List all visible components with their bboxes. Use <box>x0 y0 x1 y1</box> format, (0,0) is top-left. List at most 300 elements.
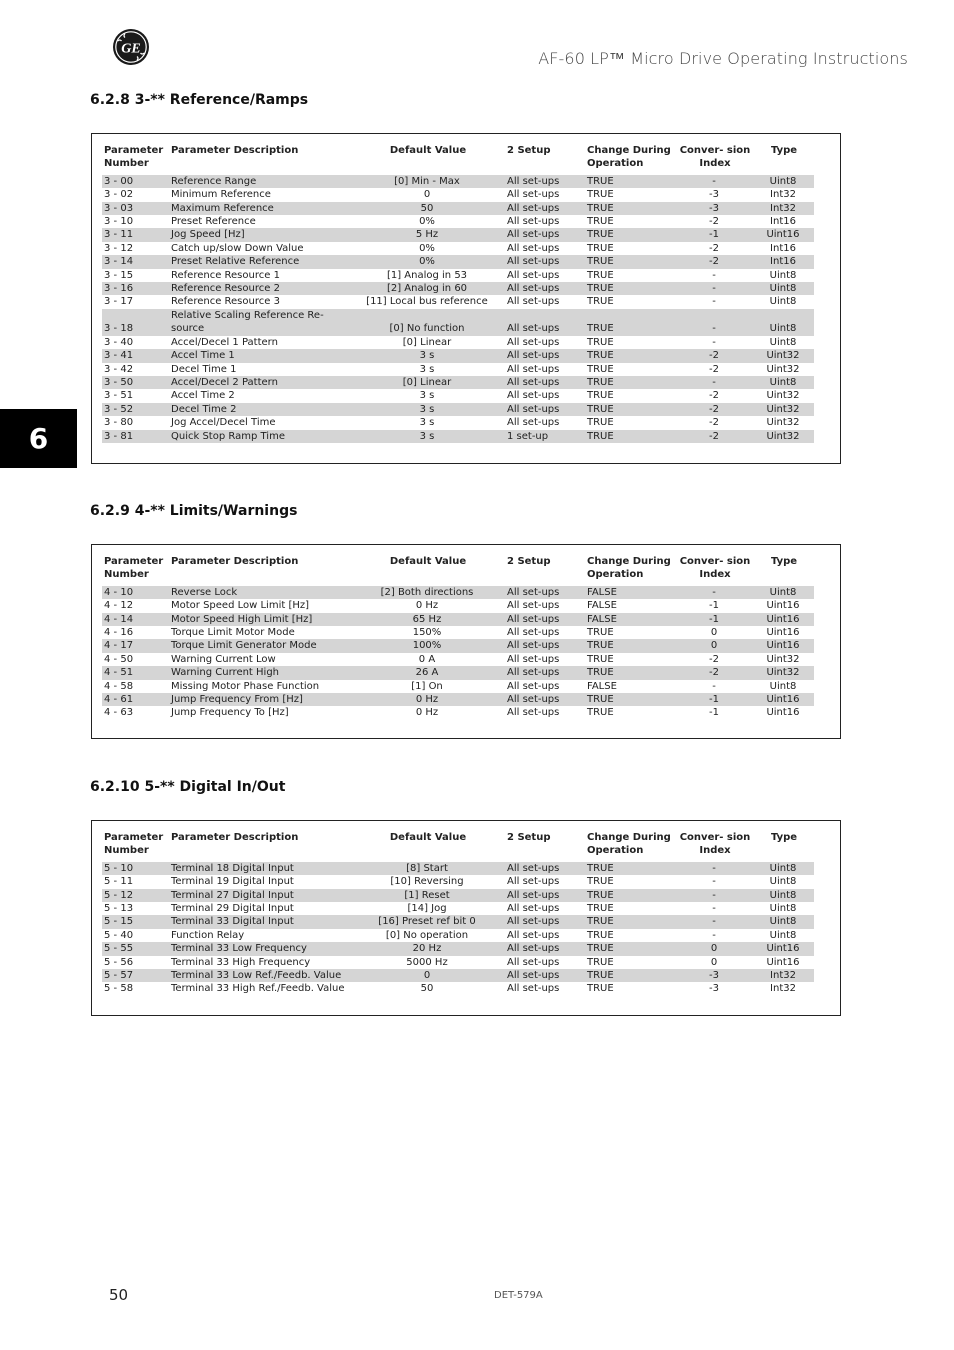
cell-setup: All set-ups <box>507 216 560 228</box>
cell-number: 3 - 11 <box>102 228 169 241</box>
table-row <box>102 969 814 982</box>
cell-description: Reference Resource 3 <box>171 296 280 308</box>
cell-description: Warning Current High <box>169 666 349 679</box>
cell-number: 5 - 57 <box>102 969 169 982</box>
cell-description: Missing Motor Phase Function <box>171 680 320 692</box>
cell-change: TRUE <box>587 336 614 348</box>
cell-default: 0% <box>349 255 505 268</box>
cell-setup: All set-ups <box>505 862 585 875</box>
cell-change: TRUE <box>585 862 676 875</box>
cell-description: Catch up/slow Down Value <box>171 242 304 254</box>
cell-type: Uint32 <box>752 349 814 362</box>
cell-setup: All set-ups <box>507 903 560 915</box>
cell-description: Decel Time 2 <box>169 403 349 416</box>
cell-description: Decel Time 1 <box>171 363 237 375</box>
cell-change: TRUE <box>587 627 614 639</box>
cell-type: Uint8 <box>752 376 814 389</box>
cell-type: Uint32 <box>766 390 800 402</box>
table-header-row <box>102 555 814 586</box>
cell-description: Accel Time 2 <box>171 390 235 402</box>
cell-default: [1] On <box>411 680 443 692</box>
cell-description: Accel/Decel 2 Pattern <box>169 376 349 389</box>
table-row <box>102 336 814 349</box>
cell-number: 3 - 18 <box>102 309 169 336</box>
cell-setup: All set-ups <box>505 202 585 215</box>
cell-number: 5 - 15 <box>102 915 169 928</box>
table-row <box>102 416 814 429</box>
cell-default: 0 A <box>418 653 436 665</box>
cell-description: Function Relay <box>171 929 245 941</box>
cell-conversion: - <box>712 269 716 281</box>
cell-change: TRUE <box>585 282 676 295</box>
cell-setup: All set-ups <box>505 349 585 362</box>
cell-default: 0 <box>423 189 431 201</box>
cell-description: Terminal 33 Digital Input <box>169 915 349 928</box>
cell-number: 3 - 02 <box>104 189 134 201</box>
cell-change: TRUE <box>585 666 676 679</box>
cell-conversion: - <box>712 680 716 692</box>
table-frame-limits-warnings <box>91 544 841 739</box>
parameter-table-reference-ramps <box>102 144 814 443</box>
cell-type: Int32 <box>752 969 814 982</box>
cell-description: Jog Speed [Hz] <box>169 228 349 241</box>
table-row <box>102 680 814 693</box>
section-heading-limits-warnings: 6.2.9 4-** Limits/Warnings <box>90 503 298 519</box>
cell-setup: All set-ups <box>505 666 585 679</box>
cell-change: TRUE <box>585 693 676 706</box>
cell-type: Uint32 <box>766 363 800 375</box>
cell-change: TRUE <box>585 969 676 982</box>
cell-default: [10] Reversing <box>390 876 464 888</box>
cell-number: 3 - 52 <box>102 403 169 416</box>
cell-number: 4 - 14 <box>102 613 169 626</box>
cell-type: Uint16 <box>752 228 814 241</box>
cell-setup: All set-ups <box>507 929 560 941</box>
table-frame-reference-ramps <box>91 133 841 464</box>
cell-conversion: - <box>712 876 716 888</box>
cell-description: Preset Reference <box>171 216 256 228</box>
cell-conversion: -2 <box>676 349 752 362</box>
cell-type: Uint16 <box>766 627 800 639</box>
cell-setup: All set-ups <box>507 269 560 281</box>
cell-conversion: -2 <box>676 430 752 443</box>
cell-setup: All set-ups <box>505 969 585 982</box>
cell-type: Uint16 <box>766 600 800 612</box>
cell-setup: All set-ups <box>505 693 585 706</box>
cell-change: TRUE <box>585 228 676 241</box>
cell-change: FALSE <box>585 613 676 626</box>
cell-conversion: 0 <box>676 942 752 955</box>
cell-setup: All set-ups <box>505 376 585 389</box>
cell-type: Uint8 <box>752 175 814 188</box>
cell-change: TRUE <box>587 653 614 665</box>
column-header-default: Default Value <box>389 556 467 567</box>
cell-number: 3 - 16 <box>102 282 169 295</box>
cell-change: TRUE <box>587 296 614 308</box>
cell-conversion: -3 <box>709 189 719 201</box>
cell-default: 3 s <box>349 403 505 416</box>
cell-default: 26 A <box>349 666 505 679</box>
cell-type: Uint8 <box>752 862 814 875</box>
cell-number: 3 - 10 <box>104 216 134 228</box>
cell-change: TRUE <box>587 417 614 429</box>
cell-change: TRUE <box>585 639 676 652</box>
cell-conversion: -2 <box>709 242 719 254</box>
cell-setup: All set-ups <box>507 390 560 402</box>
cell-conversion: -2 <box>709 653 719 665</box>
cell-default: [1] Reset <box>349 889 505 902</box>
cell-default: [1] Analog in 53 <box>386 269 468 281</box>
logo-text: GE <box>121 41 141 57</box>
cell-description: Terminal 33 Low Ref./Feedb. Value <box>169 969 349 982</box>
table-row <box>102 188 814 201</box>
cell-change: TRUE <box>585 309 676 336</box>
cell-change: FALSE <box>587 680 617 692</box>
cell-change: TRUE <box>585 376 676 389</box>
cell-default: 3 s <box>349 430 505 443</box>
cell-description: Jump Frequency To [Hz] <box>171 707 289 719</box>
cell-type: Uint8 <box>769 929 797 941</box>
table-row <box>102 942 814 955</box>
cell-conversion: 0 <box>710 956 718 968</box>
cell-conversion: - <box>712 296 716 308</box>
cell-number: 3 - 17 <box>104 296 134 308</box>
cell-default: 20 Hz <box>349 942 505 955</box>
table-row <box>102 653 814 666</box>
cell-default: 150% <box>412 627 442 639</box>
cell-description: Warning Current Low <box>171 653 276 665</box>
cell-setup: All set-ups <box>505 639 585 652</box>
column-header-type: Type <box>770 556 798 567</box>
cell-change: FALSE <box>587 600 617 612</box>
table-frame-digital-in-out <box>91 820 841 1016</box>
cell-conversion: - <box>676 376 752 389</box>
cell-number: 4 - 58 <box>104 680 134 692</box>
cell-type: Uint8 <box>769 269 797 281</box>
table-row <box>102 282 814 295</box>
cell-default: 0% <box>419 216 435 228</box>
table-row <box>102 363 814 376</box>
cell-setup: All set-ups <box>507 296 560 308</box>
column-header-setup: 2 Setup <box>507 832 551 843</box>
cell-number: 5 - 56 <box>104 956 134 968</box>
cell-number: 3 - 42 <box>104 363 134 375</box>
table-row <box>102 389 814 402</box>
cell-conversion: -2 <box>709 363 719 375</box>
cell-conversion: - <box>712 903 716 915</box>
document-title: AF-60 LP™ Micro Drive Operating Instructions <box>538 49 908 68</box>
cell-default: 3 s <box>349 349 505 362</box>
cell-description: Terminal 27 Digital Input <box>169 889 349 902</box>
cell-type: Uint32 <box>752 403 814 416</box>
table-row <box>102 706 814 719</box>
cell-setup: All set-ups <box>507 680 560 692</box>
cell-description: Reference Range <box>169 175 349 188</box>
cell-description: Terminal 29 Digital Input <box>171 903 294 915</box>
cell-default: [8] Start <box>349 862 505 875</box>
parameter-table-digital-in-out <box>102 831 814 996</box>
table-row <box>102 693 814 706</box>
cell-change: TRUE <box>587 189 614 201</box>
column-header-change: Change During Operation <box>587 832 671 857</box>
cell-conversion: -2 <box>676 403 752 416</box>
table-header-row <box>102 831 814 862</box>
table-row <box>102 269 814 282</box>
cell-number: 4 - 63 <box>104 707 134 719</box>
table-row <box>102 902 814 915</box>
cell-default: [14] Jog <box>407 903 447 915</box>
column-header-description: Parameter Description <box>171 556 299 567</box>
cell-description: Accel Time 1 <box>169 349 349 362</box>
table-row <box>102 202 814 215</box>
cell-default: 3 s <box>419 390 435 402</box>
table-row <box>102 889 814 902</box>
table-row <box>102 613 814 626</box>
cell-number: 5 - 13 <box>104 903 134 915</box>
cell-conversion: - <box>676 889 752 902</box>
cell-default: 3 s <box>419 417 435 429</box>
cell-default: [0] Linear <box>349 376 505 389</box>
cell-default: [0] Min - Max <box>349 175 505 188</box>
table-row <box>102 929 814 942</box>
table-row <box>102 376 814 389</box>
cell-description: Jump Frequency From [Hz] <box>169 693 349 706</box>
cell-type: Uint16 <box>752 942 814 955</box>
cell-setup: All set-ups <box>505 282 585 295</box>
cell-setup: All set-ups <box>505 942 585 955</box>
cell-description: Reference Resource 1 <box>171 269 280 281</box>
cell-default: [16] Preset ref bit 0 <box>349 915 505 928</box>
cell-description: Jog Accel/Decel Time <box>171 417 276 429</box>
cell-setup: All set-ups <box>507 653 560 665</box>
cell-type: Uint8 <box>769 296 797 308</box>
cell-conversion: -3 <box>676 202 752 215</box>
cell-type: Int16 <box>752 255 814 268</box>
table-row <box>102 430 814 443</box>
cell-type: Uint32 <box>752 430 814 443</box>
cell-type: Uint8 <box>752 309 814 336</box>
cell-default: 100% <box>349 639 505 652</box>
cell-number: 4 - 50 <box>104 653 134 665</box>
cell-setup: All set-ups <box>507 417 560 429</box>
document-code: DET-579A <box>494 1290 543 1301</box>
cell-number: 3 - 41 <box>102 349 169 362</box>
cell-change: FALSE <box>585 586 676 599</box>
cell-change: TRUE <box>585 175 676 188</box>
cell-type: Uint8 <box>769 876 797 888</box>
cell-change: TRUE <box>585 889 676 902</box>
cell-change: TRUE <box>585 403 676 416</box>
cell-number: 3 - 14 <box>102 255 169 268</box>
cell-change: TRUE <box>587 216 614 228</box>
cell-number: 3 - 00 <box>102 175 169 188</box>
cell-default: [0] Linear <box>402 336 452 348</box>
table-row <box>102 242 814 255</box>
cell-number: 4 - 12 <box>104 600 134 612</box>
cell-type: Uint8 <box>769 336 797 348</box>
cell-default: 65 Hz <box>349 613 505 626</box>
cell-default: 0 <box>349 969 505 982</box>
cell-conversion: -1 <box>676 613 752 626</box>
column-header-number: Parameter Number <box>104 832 164 857</box>
cell-setup: All set-ups <box>505 255 585 268</box>
cell-number: 5 - 11 <box>104 876 134 888</box>
cell-number: 3 - 81 <box>102 430 169 443</box>
cell-change: TRUE <box>587 929 614 941</box>
cell-description: Terminal 19 Digital Input <box>171 876 294 888</box>
cell-conversion: - <box>676 309 752 336</box>
cell-number: 4 - 51 <box>102 666 169 679</box>
cell-type: Uint32 <box>766 417 800 429</box>
column-header-conversion: Conver- sion Index <box>679 556 751 581</box>
parameter-table-limits-warnings <box>102 555 814 720</box>
cell-setup: All set-ups <box>505 309 585 336</box>
cell-setup: All set-ups <box>507 242 560 254</box>
table-row <box>102 228 814 241</box>
cell-setup: All set-ups <box>507 956 560 968</box>
table-row <box>102 175 814 188</box>
table-row <box>102 915 814 928</box>
cell-type: Int16 <box>770 216 796 228</box>
cell-number: 3 - 50 <box>102 376 169 389</box>
cell-description: Terminal 33 Low Frequency <box>169 942 349 955</box>
cell-description: Relative Scaling Reference Re- source <box>169 309 349 336</box>
cell-change: TRUE <box>587 983 614 995</box>
cell-setup: All set-ups <box>505 613 585 626</box>
column-header-default: Default Value <box>389 145 467 156</box>
table-row <box>102 599 814 612</box>
cell-number: 3 - 40 <box>104 336 134 348</box>
cell-number: 3 - 51 <box>104 390 134 402</box>
cell-type: Uint8 <box>752 915 814 928</box>
cell-number: 5 - 55 <box>102 942 169 955</box>
table-row <box>102 666 814 679</box>
cell-conversion: - <box>676 282 752 295</box>
cell-type: Uint8 <box>752 282 814 295</box>
cell-description: Maximum Reference <box>169 202 349 215</box>
cell-number: 4 - 16 <box>104 627 134 639</box>
cell-setup: 1 set-up <box>505 430 585 443</box>
cell-type: Uint8 <box>769 903 797 915</box>
cell-change: TRUE <box>585 430 676 443</box>
cell-description: Torque Limit Generator Mode <box>169 639 349 652</box>
cell-description: Terminal 33 High Ref./Feedb. Value <box>171 983 345 995</box>
cell-default: 0% <box>419 242 435 254</box>
column-header-conversion: Conver- sion Index <box>679 145 751 170</box>
cell-setup: All set-ups <box>507 876 560 888</box>
column-header-description: Parameter Description <box>171 832 299 843</box>
column-header-setup: 2 Setup <box>507 145 551 156</box>
cell-setup: All set-ups <box>507 363 560 375</box>
cell-description: Minimum Reference <box>171 189 271 201</box>
column-header-conversion: Conver- sion Index <box>679 832 751 857</box>
cell-setup: All set-ups <box>505 889 585 902</box>
cell-default: 5 Hz <box>349 228 505 241</box>
cell-conversion: -1 <box>676 228 752 241</box>
cell-change: TRUE <box>585 202 676 215</box>
cell-default: 0 Hz <box>415 600 439 612</box>
cell-type: Uint8 <box>752 889 814 902</box>
cell-setup: All set-ups <box>505 228 585 241</box>
cell-conversion: -1 <box>709 707 719 719</box>
column-header-setup: 2 Setup <box>507 556 551 567</box>
table-row <box>102 982 814 995</box>
cell-conversion: -1 <box>676 693 752 706</box>
cell-default: 0 Hz <box>415 707 439 719</box>
cell-number: 5 - 58 <box>104 983 134 995</box>
cell-type: Int32 <box>770 983 796 995</box>
cell-number: 3 - 80 <box>104 417 134 429</box>
cell-default: [0] No function <box>349 309 505 336</box>
cell-conversion: -2 <box>709 216 719 228</box>
table-row <box>102 626 814 639</box>
cell-setup: All set-ups <box>505 915 585 928</box>
cell-type: Int32 <box>770 189 796 201</box>
cell-conversion: -2 <box>709 417 719 429</box>
cell-description: Quick Stop Ramp Time <box>169 430 349 443</box>
cell-conversion: - <box>712 336 716 348</box>
cell-description: Reverse Lock <box>169 586 349 599</box>
cell-setup: All set-ups <box>507 600 560 612</box>
cell-change: TRUE <box>585 942 676 955</box>
column-header-type: Type <box>770 832 798 843</box>
column-header-number: Parameter Number <box>104 145 164 170</box>
table-row <box>102 639 814 652</box>
cell-type: Uint16 <box>752 693 814 706</box>
cell-conversion: -2 <box>676 255 752 268</box>
cell-type: Int16 <box>770 242 796 254</box>
cell-conversion: - <box>676 586 752 599</box>
cell-description: Terminal 18 Digital Input <box>169 862 349 875</box>
section-heading-reference-ramps: 6.2.8 3-** Reference/Ramps <box>90 92 309 108</box>
column-header-description: Parameter Description <box>171 145 299 156</box>
table-row <box>102 295 814 308</box>
cell-number: 4 - 10 <box>102 586 169 599</box>
cell-setup: All set-ups <box>507 627 560 639</box>
cell-type: Uint16 <box>766 956 800 968</box>
cell-type: Uint32 <box>752 666 814 679</box>
cell-conversion: - <box>676 862 752 875</box>
cell-default: 50 <box>349 202 505 215</box>
cell-change: TRUE <box>587 269 614 281</box>
cell-change: TRUE <box>585 915 676 928</box>
cell-default: 5000 Hz <box>406 956 448 968</box>
cell-number: 3 - 03 <box>102 202 169 215</box>
cell-conversion: -3 <box>676 969 752 982</box>
cell-default: [11] Local bus reference <box>366 296 488 308</box>
cell-setup: All set-ups <box>507 336 560 348</box>
cell-change: TRUE <box>587 876 614 888</box>
cell-default: 3 s <box>419 363 435 375</box>
cell-conversion: -2 <box>676 666 752 679</box>
column-header-number: Parameter Number <box>104 556 164 581</box>
column-header-change: Change During Operation <box>587 556 671 581</box>
cell-conversion: 0 <box>710 627 718 639</box>
cell-change: TRUE <box>587 390 614 402</box>
cell-default: [0] No operation <box>385 929 469 941</box>
cell-setup: All set-ups <box>507 189 560 201</box>
cell-setup: All set-ups <box>507 983 560 995</box>
cell-type: Uint8 <box>769 680 797 692</box>
column-header-change: Change During Operation <box>587 145 671 170</box>
cell-number: 4 - 61 <box>102 693 169 706</box>
cell-conversion: - <box>676 915 752 928</box>
chapter-tab: 6 <box>0 409 77 468</box>
cell-change: TRUE <box>587 956 614 968</box>
cell-description: Motor Speed High Limit [Hz] <box>169 613 349 626</box>
table-row <box>102 349 814 362</box>
ge-logo-icon <box>112 28 150 66</box>
